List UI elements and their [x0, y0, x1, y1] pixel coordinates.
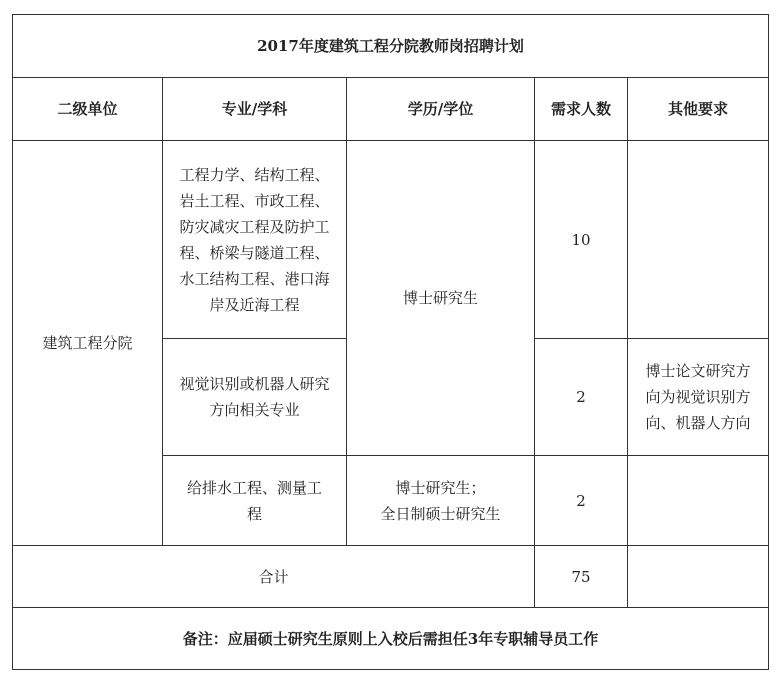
major-line: 工程力学、结构工程、	[179, 165, 330, 184]
header-degree: 学历/学位	[347, 78, 535, 141]
other-cell-3	[628, 456, 769, 546]
total-row	[13, 546, 769, 608]
header-count: 需求人数	[535, 78, 628, 141]
major-line: 岸及近海工程	[209, 295, 300, 314]
major-cell-3	[163, 456, 347, 546]
major-line: 给排水工程、测量工	[186, 478, 322, 497]
note-row	[13, 608, 769, 670]
header-row	[13, 78, 769, 141]
other-cell-2	[628, 339, 769, 456]
table-note: 备注：应届硕士研究生原则上入校后需担任3年专职辅导员工作	[13, 608, 769, 670]
major-line: 岩土工程、市政工程、	[179, 191, 330, 210]
major-line: 水工结构工程、港口海	[179, 269, 330, 288]
major-line: 程、桥梁与隧道工程、	[179, 243, 330, 262]
header-other: 其他要求	[628, 78, 769, 141]
count-cell-2: 2	[535, 339, 628, 456]
major-line: 视觉识别或机器人研究	[179, 375, 330, 393]
table-title: 2017年度建筑工程分院教师岗招聘计划	[13, 15, 769, 78]
degree-cell-3	[347, 456, 535, 546]
recruitment-plan-table	[12, 14, 769, 670]
major-line: 方向相关专业	[209, 401, 300, 419]
major-cell-1	[163, 141, 347, 339]
major-line: 程	[246, 504, 262, 523]
degree-line: 全日制硕士研究生	[380, 504, 501, 523]
degree-line: 博士研究生；	[395, 478, 486, 497]
title-row	[13, 15, 769, 78]
major-cell-2	[163, 339, 347, 456]
degree-cell-shared: 博士研究生	[347, 141, 535, 456]
header-major: 专业/学科	[163, 78, 347, 141]
count-cell-3: 2	[535, 456, 628, 546]
other-line: 向、机器人方向	[645, 414, 751, 432]
total-value: 75	[535, 546, 628, 608]
other-line: 向为视觉识别方	[645, 388, 751, 406]
other-line: 博士论文研究方	[645, 362, 751, 380]
count-cell-1: 10	[535, 141, 628, 339]
total-other-cell	[628, 546, 769, 608]
unit-cell: 建筑工程分院	[13, 141, 163, 546]
total-label: 合计	[13, 546, 535, 608]
major-line: 防灾减灾工程及防护工	[179, 217, 330, 236]
table-row	[13, 141, 769, 339]
other-cell-1	[628, 141, 769, 339]
header-unit: 二级单位	[13, 78, 163, 141]
